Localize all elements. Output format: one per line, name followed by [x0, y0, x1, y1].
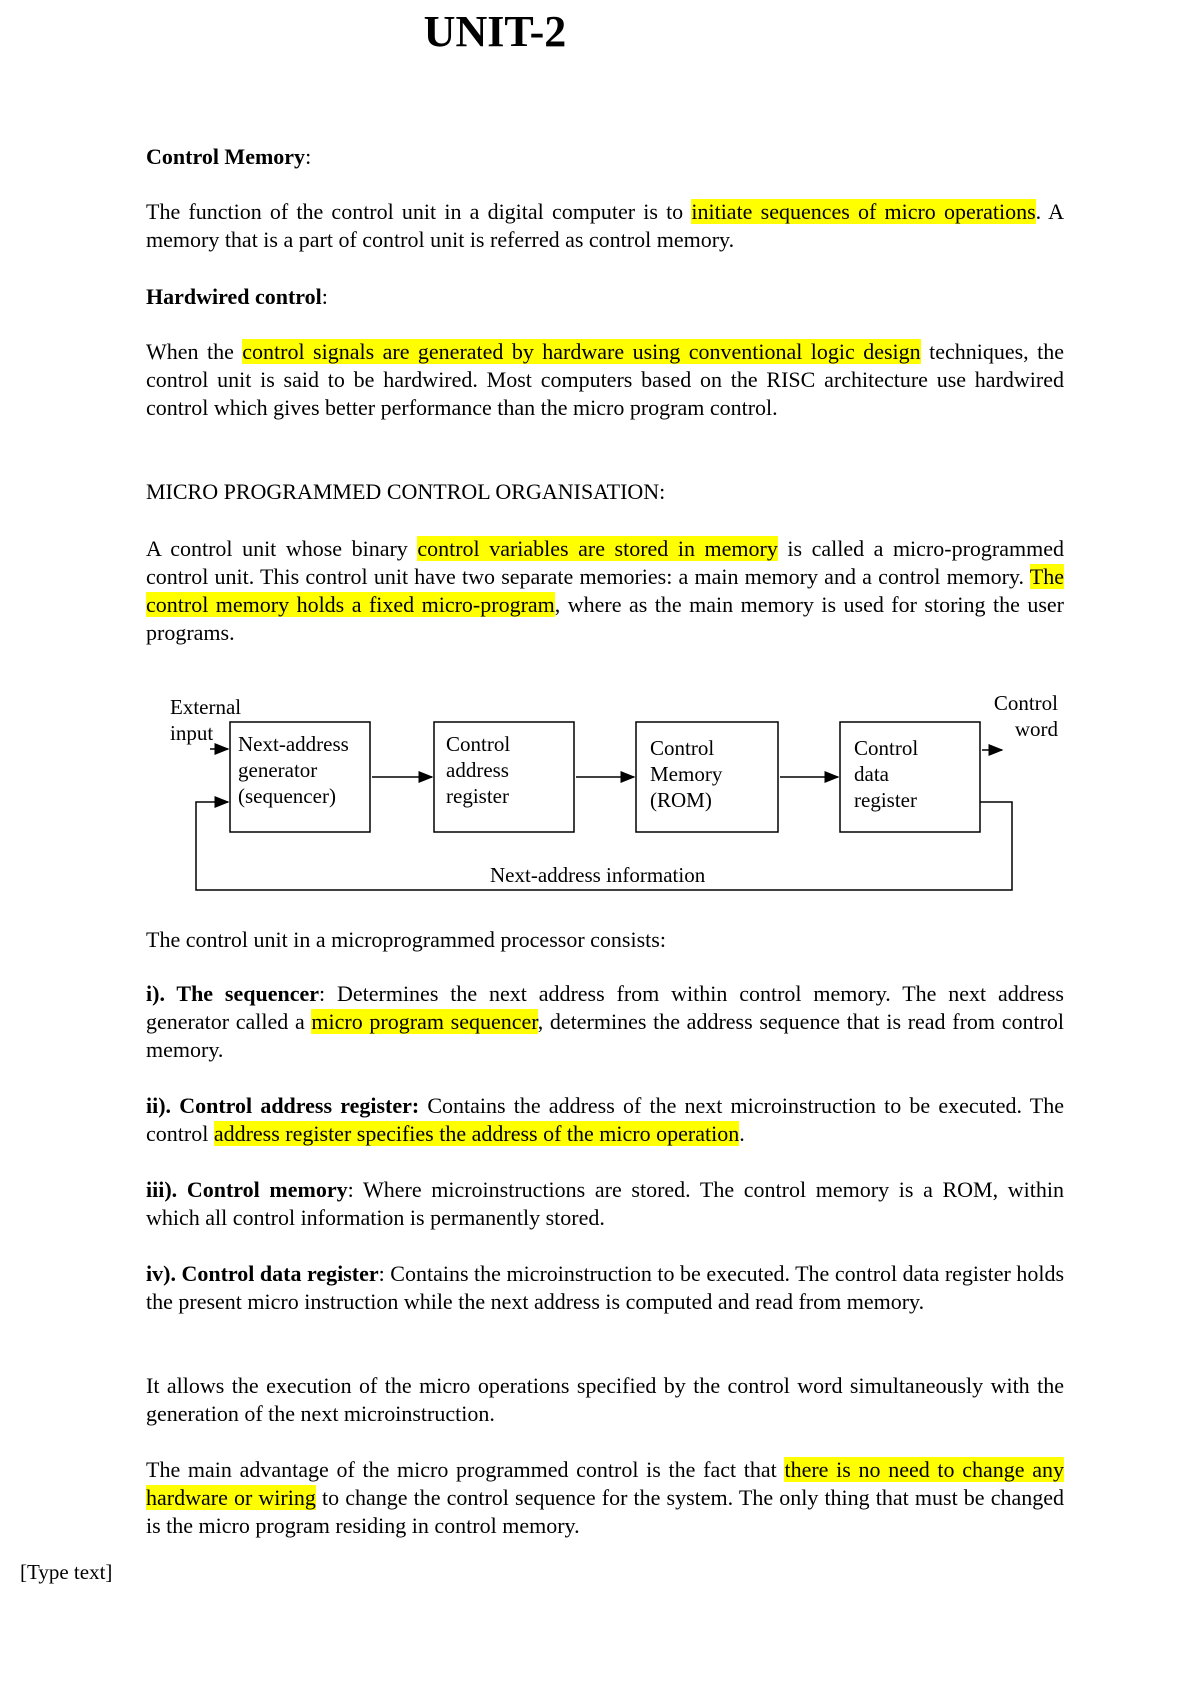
item-control-data-register: iv). Control data register: Contains the microinstruction to be executed. The control data register holds the present micro instruction while the next address is computed and read from memory.	[146, 1261, 1065, 1314]
micro-programmed-paragraph: A control unit whose binary control variables are stored in memory is called a micro-programmed control unit. This control unit have two separate memories: a main memory and a control memory. The control memory holds a fixed micro-program, where as the main memory is used for storing the user programs.	[146, 536, 1064, 645]
consists-paragraph: The control unit in a microprogrammed processor consists:	[146, 927, 666, 952]
next-address-box-label: Next-address generator (sequencer)	[238, 732, 349, 808]
item-control-memory: iii). Control memory: Where microinstructions are stored. The control memory is a ROM, within which all control information is permanently stored.	[146, 1177, 1064, 1230]
micro-programmed-heading: MICRO PROGRAMMED CONTROL ORGANISATION:	[146, 479, 666, 504]
control-memory-box-label: Control Memory (ROM)	[650, 736, 723, 812]
control-memory-paragraph: The function of the control unit in a digital computer is to initiate sequences of micro operations. A memory that is a part of control unit is referred as control memory.	[146, 199, 1064, 252]
allows-paragraph: It allows the execution of the micro operations specified by the control word simultaneously with the generation of the next microinstruction.	[146, 1373, 1064, 1426]
control-data-box-label: Control data register	[854, 736, 919, 812]
hardwired-paragraph: When the control signals are generated by hardware using conventional logic design techniques, the control unit is said to be hardwired. Most computers based on the RISC architecture use hardwired control which gives better performance than the micro program control.	[146, 339, 1064, 420]
hardwired-heading: Hardwired control:	[146, 284, 328, 309]
footer-placeholder: [Type text]	[20, 1560, 113, 1584]
external-input-label: External input	[170, 695, 242, 745]
item-sequencer: i). The sequencer: Determines the next address from within control memory. The next address generator called a micro program sequencer, determines the address sequence that is read from control memory.	[146, 981, 1065, 1062]
control-word-label: Control word	[993, 691, 1058, 741]
advantage-paragraph: The main advantage of the micro programmed control is the fact that there is no need to change any hardware or wiring to change the control sequence for the system. The only thing that must be changed is the micro program residing in control memory.	[146, 1457, 1064, 1538]
page-title: UNIT-2	[423, 7, 567, 56]
control-address-box-label: Control address register	[446, 732, 511, 808]
feedback-label: Next-address information	[490, 863, 706, 887]
control-unit-diagram	[160, 680, 1060, 910]
control-memory-heading: Control Memory:	[146, 144, 312, 169]
item-control-address-register: ii). Control address register: Contains the address of the next microinstruction to be executed. The control address register specifies the address of the micro operation.	[146, 1093, 1064, 1146]
